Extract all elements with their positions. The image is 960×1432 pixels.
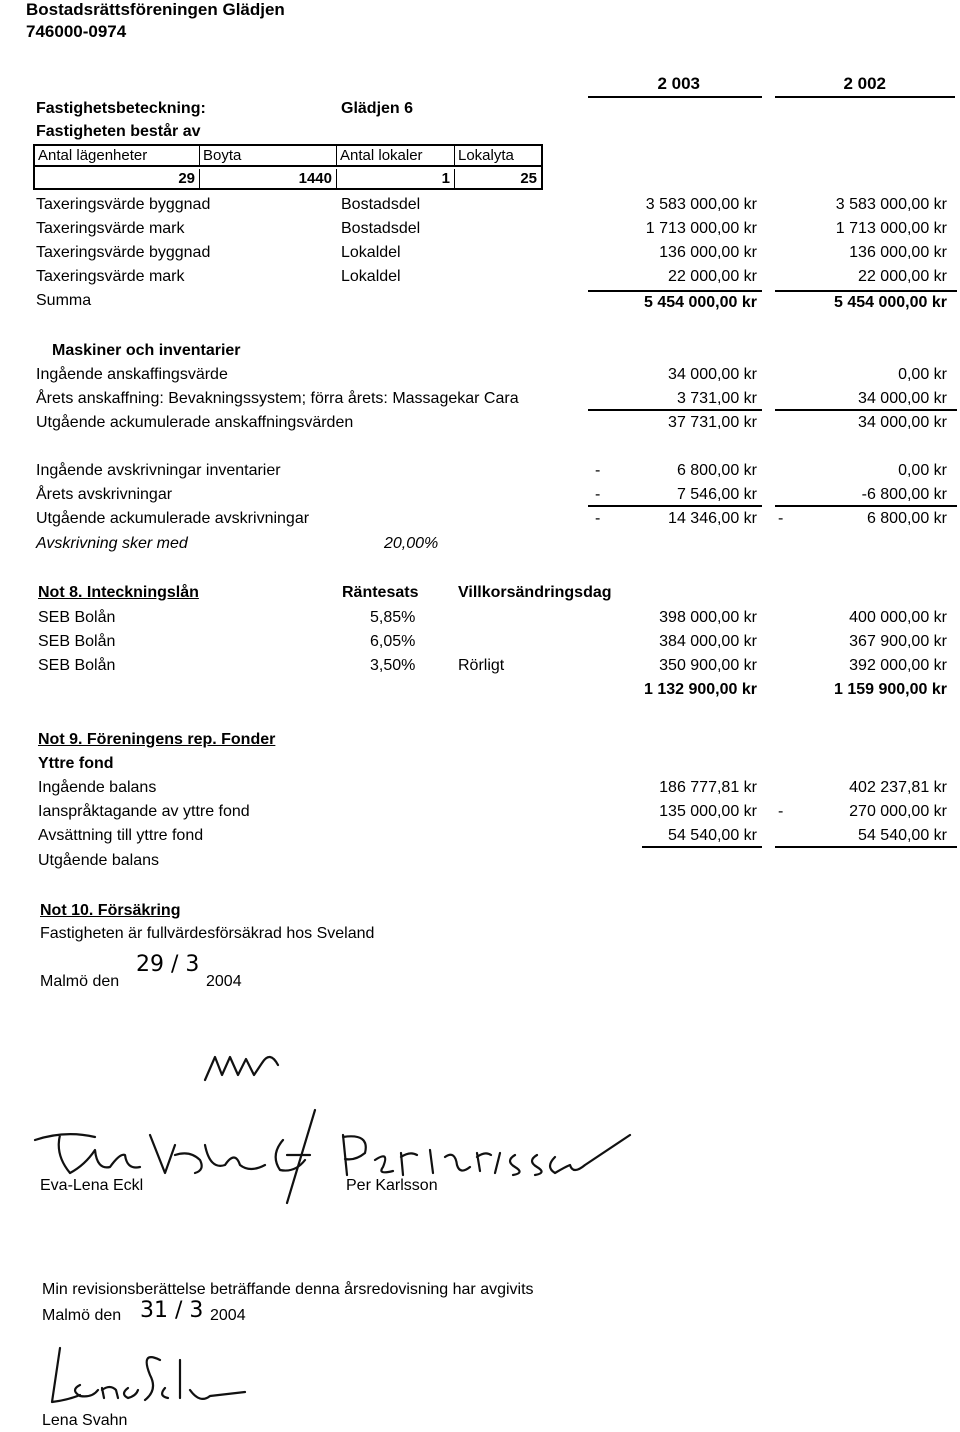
machines-title: Maskiner och inventarier — [52, 342, 241, 359]
tax-row-2003: 3 583 000,00 kr — [645, 196, 757, 213]
machines-row-2002: 34 000,00 kr — [858, 390, 947, 407]
machines-row-2003: 34 000,00 kr — [668, 366, 757, 383]
signing-year: 2004 — [206, 973, 242, 990]
year-current-underline — [588, 96, 762, 98]
note9-title: Not 9. Föreningens rep. Fonder — [38, 731, 276, 748]
dep-row-sign-2003: - — [595, 510, 601, 527]
fund-sum-line-2003 — [642, 846, 762, 848]
dep-row-2002: -6 800,00 kr — [861, 486, 947, 503]
tax-row-2003: 136 000,00 kr — [659, 244, 757, 261]
loan-row-2002: 400 000,00 kr — [849, 609, 947, 626]
grid-header-apartments: Antal lägenheter — [35, 146, 200, 167]
loan-row-lender: SEB Bolån — [38, 609, 116, 626]
fund-row-2002: 270 000,00 kr — [849, 803, 947, 820]
auditor-signature-mark — [40, 1340, 260, 1410]
grid-value-premises: 1 — [337, 169, 455, 188]
tax-row-part: Lokaldel — [341, 244, 401, 261]
grid-header-premises-area: Lokalyta — [455, 146, 541, 167]
fund-row-2003: 54 540,00 kr — [668, 827, 757, 844]
year-current: 2 003 — [657, 74, 700, 93]
tax-row-2002: 22 000,00 kr — [858, 268, 947, 285]
audit-statement: Min revisionsberättelse beträffande denna årsredovisning har avgivits — [42, 1281, 534, 1298]
dep-row-label: Ingående avskrivningar inventarier — [36, 462, 281, 479]
fund-row-2002: 402 237,81 kr — [849, 779, 947, 796]
audit-handwritten-date: 31 / 3 — [140, 1298, 204, 1323]
machines-sum-line-2003 — [588, 409, 762, 411]
tax-row-part: Bostadsdel — [341, 220, 421, 237]
tax-row-label: Taxeringsvärde byggnad — [36, 196, 211, 213]
dep-row-2003: 6 800,00 kr — [676, 462, 757, 479]
dep-row-sign-2003: - — [595, 486, 601, 503]
dep-sum-line-2003 — [588, 505, 762, 507]
designation-value: Glädjen 6 — [341, 100, 414, 117]
initials-signature-mark — [200, 1045, 300, 1090]
signer-2-name: Per Karlsson — [346, 1177, 438, 1194]
signing-city: Malmö den — [40, 973, 120, 990]
org-number: 746000-0974 — [26, 22, 127, 41]
property-grid — [33, 144, 543, 190]
fund-row-label: Ianspråktagande av yttre fond — [38, 803, 250, 820]
fund-row-label: Utgående balans — [38, 852, 159, 869]
loan-row-2003: 384 000,00 kr — [659, 633, 757, 650]
tax-row-2003: 22 000,00 kr — [668, 268, 757, 285]
consists-label: Fastigheten består av — [36, 123, 201, 140]
tax-row-2002: 3 583 000,00 kr — [835, 196, 947, 213]
audit-city: Malmö den — [42, 1307, 122, 1324]
note8-title: Not 8. Inteckningslån — [38, 584, 199, 601]
signing-handwritten-date: 29 / 3 — [136, 952, 200, 977]
fund-row-2003: 186 777,81 kr — [659, 779, 757, 796]
loan-row-2003: 398 000,00 kr — [659, 609, 757, 626]
fund-row-2002: 54 540,00 kr — [858, 827, 947, 844]
dep-row-label: Årets avskrivningar — [36, 486, 173, 503]
tax-row-2002: 136 000,00 kr — [849, 244, 947, 261]
fund-row-label: Avsättning till yttre fond — [38, 827, 204, 844]
grid-value-premises-area: 25 — [520, 170, 537, 187]
auditor-name: Lena Svahn — [42, 1412, 128, 1429]
loan-row-lender: SEB Bolån — [38, 657, 116, 674]
tax-sum-label: Summa — [36, 292, 92, 309]
loan-row-rate: 5,85% — [370, 609, 416, 626]
loan-row-rate: 6,05% — [370, 633, 416, 650]
machines-row-2002: 0,00 kr — [898, 366, 947, 383]
org-name: Bostadsrättsföreningen Glädjen — [26, 0, 285, 19]
signer-1-name: Eva-Lena Eckl — [40, 1177, 144, 1194]
grid-value-apartments: 29 — [35, 169, 200, 188]
year-previous: 2 002 — [843, 74, 886, 93]
audit-year: 2004 — [210, 1307, 246, 1324]
machines-row-label: Utgående ackumulerade anskaffningsvärden — [36, 414, 354, 431]
machines-sum-line-2002 — [775, 409, 957, 411]
dep-sum-line-2002 — [775, 505, 957, 507]
note8-col-date: Villkorsändringsdag — [458, 584, 612, 601]
machines-row-2002: 34 000,00 kr — [858, 414, 947, 431]
dep-row-label: Utgående ackumulerade avskrivningar — [36, 510, 310, 527]
designation-label: Fastighetsbeteckning: — [36, 100, 206, 117]
tax-row-2002: 1 713 000,00 kr — [835, 220, 947, 237]
grid-value-living-area: 1440 — [200, 169, 337, 188]
loan-row-date: Rörligt — [458, 657, 505, 674]
dep-row-2003: 14 346,00 kr — [668, 510, 757, 527]
tax-row-label: Taxeringsvärde mark — [36, 268, 185, 285]
dep-row-2002: 6 800,00 kr — [866, 510, 947, 527]
tax-row-part: Lokaldel — [341, 268, 401, 285]
note10-text: Fastigheten är fullvärdesförsäkrad hos Sveland — [40, 925, 375, 942]
tax-row-label: Taxeringsvärde byggnad — [36, 244, 211, 261]
fund-row-2003: 135 000,00 kr — [659, 803, 757, 820]
machines-row-label: Ingående anskaffingsvärde — [36, 366, 228, 383]
loan-total-2003: 1 132 900,00 kr — [644, 681, 757, 698]
note10-title: Not 10. Försäkring — [40, 902, 181, 919]
fund-row-label: Ingående balans — [38, 779, 157, 796]
loan-total-2002: 1 159 900,00 kr — [834, 681, 947, 698]
machines-row-label: Årets anskaffning: Bevakningssystem; förra årets: Massagekar Cara — [36, 390, 519, 407]
tax-sum-2002: 5 454 000,00 kr — [834, 294, 947, 311]
loan-row-2002: 367 900,00 kr — [849, 633, 947, 650]
tax-row-part: Bostadsdel — [341, 196, 421, 213]
machines-row-2003: 37 731,00 kr — [668, 414, 757, 431]
loan-row-2003: 350 900,00 kr — [659, 657, 757, 674]
note8-col-rate: Räntesats — [342, 584, 419, 601]
tax-row-2003: 1 713 000,00 kr — [645, 220, 757, 237]
grid-header-living-area: Boyta — [200, 146, 337, 167]
tax-sum-2003: 5 454 000,00 kr — [644, 294, 757, 311]
dep-row-2002: 0,00 kr — [898, 462, 947, 479]
dep-row-sign-2003: - — [595, 462, 601, 479]
dep-row-sign-2002: - — [778, 510, 784, 527]
tax-sum-line-2003 — [588, 290, 762, 292]
loan-row-2002: 392 000,00 kr — [849, 657, 947, 674]
depreciation-rate-label: Avskrivning sker med — [36, 535, 188, 552]
depreciation-rate-value: 20,00% — [384, 535, 439, 552]
loan-row-rate: 3,50% — [370, 657, 416, 674]
loan-row-lender: SEB Bolån — [38, 633, 116, 650]
tax-row-label: Taxeringsvärde mark — [36, 220, 185, 237]
machines-row-2003: 3 731,00 kr — [676, 390, 757, 407]
tax-sum-line-2002 — [775, 290, 957, 292]
fund-row-sign-2002: - — [778, 803, 784, 820]
grid-header-premises: Antal lokaler — [337, 146, 455, 167]
dep-row-2003: 7 546,00 kr — [676, 486, 757, 503]
note9-subtitle: Yttre fond — [38, 755, 114, 772]
year-previous-underline — [775, 96, 955, 98]
fund-sum-line-2002 — [775, 846, 957, 848]
